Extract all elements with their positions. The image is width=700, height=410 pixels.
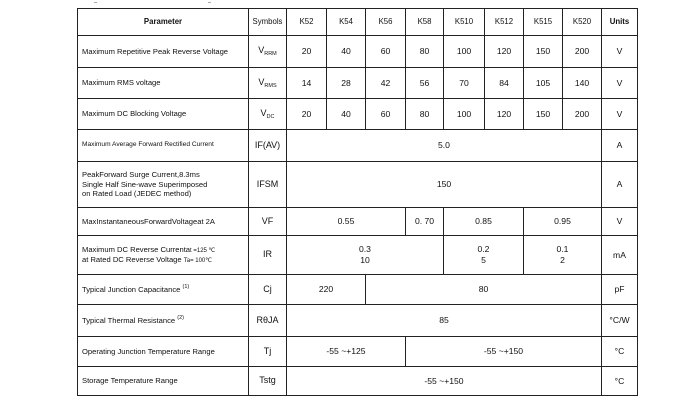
symbol-main: V <box>260 107 267 118</box>
header-model: K510 <box>444 9 485 36</box>
value-cell: 5.0 <box>287 130 602 162</box>
symbol-cell: Cj <box>249 275 287 305</box>
value-cell: 42 <box>366 68 406 99</box>
row-vf <box>78 208 638 236</box>
header-model: K520 <box>563 9 602 36</box>
value-cell: 100 <box>444 36 485 68</box>
value-cell: 150 <box>524 99 563 130</box>
header-model: K512 <box>485 9 524 36</box>
row-cj <box>78 275 638 305</box>
symbol-cell: IR <box>249 236 287 275</box>
value-cell: 85 <box>287 305 602 337</box>
value-cell: 150 <box>287 162 602 208</box>
unit-cell: V <box>602 99 638 130</box>
header-model: K54 <box>327 9 366 36</box>
param-label: Maximum DC Blocking Voltage <box>78 99 249 130</box>
scan-artifact-mark <box>208 2 211 3</box>
symbol-cell: Tstg <box>249 367 287 396</box>
value-cell: 0.95 <box>524 208 602 236</box>
param-label <box>78 305 249 337</box>
param-line2-text: at Rated DC Reverse Voltage <box>82 255 182 264</box>
value-cell: 40 <box>327 99 366 130</box>
unit-cell: V <box>602 68 638 99</box>
header-parameter: Parameter <box>78 9 249 36</box>
param-line1-text: Maximum DC Reverse Currentа <box>82 244 191 254</box>
value-cell <box>287 236 444 275</box>
param-line <box>82 245 246 256</box>
value-cell: 56 <box>406 68 444 99</box>
param-line: on Rated Load (JEDEC method) <box>82 189 192 199</box>
footnote-marker: (1) <box>182 284 190 291</box>
value-cell: 80 <box>406 99 444 130</box>
symbol-cell <box>249 68 287 99</box>
param-text: Typical Thermal Resistance <box>82 316 176 326</box>
unit-cell: V <box>602 36 638 68</box>
row-tstg <box>78 367 638 396</box>
scan-artifact-mark <box>94 2 97 3</box>
value-cell <box>444 236 524 275</box>
value-cell: 105 <box>524 68 563 99</box>
value-cell: 140 <box>563 68 602 99</box>
row-ifsm <box>78 162 638 208</box>
value-cell: 100 <box>444 99 485 130</box>
value-100c: 2 <box>560 255 565 265</box>
unit-cell: pF <box>602 275 638 305</box>
value-cell: 80 <box>406 36 444 68</box>
param-line: Single Half Sine-wave Superimposed <box>82 179 208 189</box>
param-label <box>78 236 249 275</box>
unit-cell: V <box>602 208 638 236</box>
header-symbols: Symbols <box>249 9 287 36</box>
symbol-subscript: RRM <box>264 51 277 58</box>
value-cell: 20 <box>287 36 327 68</box>
param-line: PeakForward Surge Current,8.3ms <box>82 170 200 180</box>
symbol-cell: IF(AV) <box>249 130 287 162</box>
electrical-ratings-table <box>77 8 638 396</box>
header-row <box>78 9 638 36</box>
value-cell <box>524 236 602 275</box>
value-25c: 0.2 <box>477 244 490 255</box>
unit-cell: °C/W <box>602 305 638 337</box>
value-cell: 200 <box>563 36 602 68</box>
value-cell: 40 <box>327 36 366 68</box>
value-cell: 20 <box>287 99 327 130</box>
row-ir <box>78 236 638 275</box>
header-model: K515 <box>524 9 563 36</box>
value-cell: -55 ~+125 <box>287 337 406 367</box>
value-cell: -55 ~+150 <box>406 337 602 367</box>
value-25c: 0.1 <box>556 244 569 255</box>
param-label <box>78 275 249 305</box>
condition-text: Ta= 100℃ <box>183 258 213 264</box>
symbol-subscript: RMS <box>264 82 277 89</box>
value-cell: 0.85 <box>444 208 524 236</box>
row-tj <box>78 337 638 367</box>
symbol-main: V <box>258 45 265 56</box>
param-label: MaxInstantaneousForwardVoltageat 2A <box>78 208 249 236</box>
value-cell: 60 <box>366 99 406 130</box>
value-cell: 60 <box>366 36 406 68</box>
symbol-cell: RθJA <box>249 305 287 337</box>
value-cell: 120 <box>485 36 524 68</box>
row-ifav <box>78 130 638 162</box>
value-cell: 0. 70 <box>406 208 444 236</box>
param-line <box>82 255 246 266</box>
value-cell: 28 <box>327 68 366 99</box>
unit-cell: °C <box>602 367 638 396</box>
value-25c: 0.3 <box>359 244 371 255</box>
header-model: K52 <box>287 9 327 36</box>
condition-text: t =125 ℃ <box>190 247 216 254</box>
symbol-cell: Tj <box>249 337 287 367</box>
header-units: Units <box>602 9 638 36</box>
symbol-cell <box>249 99 287 130</box>
param-label: Maximum Repetitive Peak Reverse Voltage <box>78 36 249 68</box>
header-model: K58 <box>406 9 444 36</box>
value-cell: 200 <box>563 99 602 130</box>
value-cell: 14 <box>287 68 327 99</box>
value-cell: 220 <box>287 275 366 305</box>
footnote-marker: (2) <box>177 315 184 322</box>
row-rth <box>78 305 638 337</box>
symbol-subscript: DC <box>266 113 275 120</box>
value-cell: 0.55 <box>287 208 406 236</box>
param-label <box>78 162 249 208</box>
symbol-main: V <box>258 76 265 87</box>
param-label: Storage Temperature Range <box>78 367 249 396</box>
row-vrrm <box>78 36 638 68</box>
unit-cell: A <box>602 130 638 162</box>
value-cell: 150 <box>524 36 563 68</box>
header-model: K56 <box>366 9 406 36</box>
value-cell: 84 <box>485 68 524 99</box>
value-100c: 5 <box>481 255 486 265</box>
ratings-table-frame <box>77 8 637 396</box>
symbol-cell: IFSM <box>249 162 287 208</box>
row-vdc <box>78 99 638 130</box>
symbol-cell: VF <box>249 208 287 236</box>
row-vrms <box>78 68 638 99</box>
value-100c: 10 <box>360 255 370 265</box>
symbol-cell <box>249 36 287 68</box>
param-text: Typical Junction Capacitance <box>82 285 181 295</box>
param-label: Maximum Average Forward Rectified Current <box>78 130 249 162</box>
param-label: Operating Junction Temperature Range <box>78 337 249 367</box>
value-cell: 120 <box>485 99 524 130</box>
value-cell: 70 <box>444 68 485 99</box>
value-cell: -55 ~+150 <box>287 367 602 396</box>
unit-cell: A <box>602 162 638 208</box>
value-cell: 80 <box>366 275 602 305</box>
unit-cell: mA <box>602 236 638 275</box>
param-label: Maximum RMS voltage <box>78 68 249 99</box>
unit-cell: °C <box>602 337 638 367</box>
